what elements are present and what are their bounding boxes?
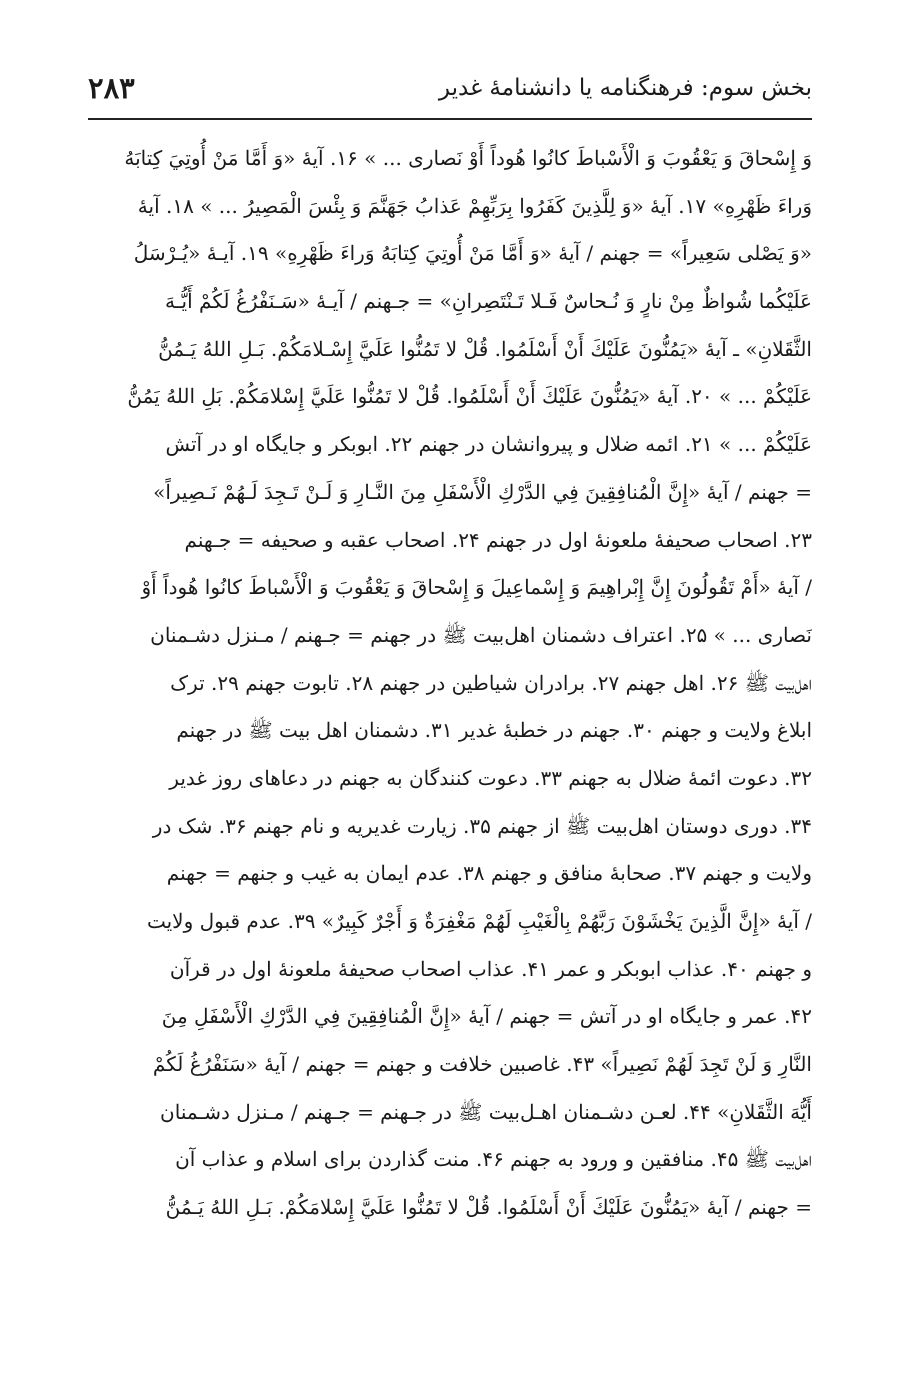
page-number: ۲۸۳	[88, 71, 135, 105]
text-line: / آیهٔ «إِنَّ الَّذِينَ يَخْشَوْنَ رَبَّهُمْ بِالْغَيْبِ لَهُمْ مَغْفِرَةٌ وَ أَجْرٌ كَبِيرٌ» ۳۹. عدم قبول ولایت	[146, 909, 812, 933]
page-header	[88, 62, 812, 114]
text-line: الثَّقَلانِ» ـ آیهٔ «يَمُنُّونَ عَلَيْكَ أَنْ أَسْلَمُوا. قُلْ لا تَمُنُّوا عَلَيَّ إِسْـلامَكُمْ. بَـلِ اللهُ يَـمُنُّ	[158, 336, 812, 361]
text-line: اهل‌بیت ﷺ ۴۵. منافقین و ورود به جهنم ۴۶. منت گذاردن برای اسلام و عذاب آن	[175, 1147, 812, 1172]
text-line: ۳۲. دعوت ائمهٔ ضلال به جهنم ۳۳. دعوت کنندگان به جهنم در دعاهای روز غدیر	[169, 765, 812, 790]
text-line: أَيُّهَ الثَّقَلانِ» ۴۴. لعـن دشـمنان اهـل‌بیت ﷺ در جـهنم = جـهنم / مـنزل دشـمنان	[160, 1099, 812, 1124]
text-line: = جهنم / آیهٔ «يَمُنُّونَ عَلَيْكَ أَنْ أَسْلَمُوا. قُلْ لا تَمُنُّوا عَلَيَّ إِسْلامَكُمْ. بَـلِ اللهُ يَـمُنُّ	[165, 1195, 812, 1220]
text-line: عَلَيْكُما شُواظٌ مِنْ نارٍ وَ نُـحاسٌ فَـلا تَـنْتَصِرانِ» = جـهنم / آیـهٔ «سَـنَفْرُغُ لَكُمْ أَيُّـهَ	[164, 289, 812, 314]
text-line: عَلَيْكُمْ ... » ۲۰. آیهٔ «يَمُنُّونَ عَلَيْكَ أَنْ أَسْلَمُوا. قُلْ لا تَمُنُّوا عَلَيَّ إِسْلامَكُمْ. بَلِ اللهُ يَمُنُّ	[127, 384, 812, 409]
text-line: وَ إِسْحاقَ وَ يَعْقُوبَ وَ الْأَسْباطَ كانُوا هُوداً أَوْ نَصارى ... » ۱۶. آیهٔ «وَ أَمَّا مَنْ أُوتِيَ كِتابَهُ	[124, 146, 812, 170]
text-line: عَلَيْكُمْ ... » ۲۱. ائمه ضلال و پیروانشان در جهنم ۲۲. ابوبکر و جایگاه او در آتش	[165, 432, 812, 457]
text-line: النَّارِ وَ لَنْ تَجِدَ لَهُمْ نَصِيراً» ۴۳. غاصبین خلافت و جهنم = جهنم / آیهٔ «سَنَفْرُغُ لَكُمْ	[152, 1052, 812, 1077]
text-line: وَراءَ ظَهْرِهِ» ۱۷. آیهٔ «وَ لِلَّذِينَ كَفَرُوا بِرَبِّهِمْ عَذابُ جَهَنَّمَ وَ بِئْسَ الْمَصِيرُ ... » ۱۸. آیهٔ	[137, 193, 812, 218]
text-line: ۳۴. دوری دوستان اهل‌بیت ﷺ از جهنم ۳۵. زیارت غدیریه و نام جهنم ۳۶. شک در	[152, 813, 812, 838]
header-rule	[88, 118, 812, 120]
text-line: ۴۲. عمر و جایگاه او در آتش = جهنم / آیهٔ «إِنَّ الْمُنافِقِينَ فِي الدَّرْكِ الْأَسْفَلِ مِنَ	[161, 1004, 812, 1029]
text-line: «وَ يَصْلى سَعِيراً» = جهنم / آیهٔ «وَ أَمَّا مَنْ أُوتِيَ كِتابَهُ وَراءَ ظَهْرِهِ» ۱۹. آیـهٔ «يُـرْسَلُ	[133, 241, 812, 266]
text-line: = جهنم / آیهٔ «إِنَّ الْمُنافِقِينَ فِي الدَّرْكِ الْأَسْفَلِ مِنَ النَّـارِ وَ لَـنْ تَـجِدَ لَـهُمْ نَـصِيراً»	[153, 479, 812, 504]
text-line: / آیهٔ «أَمْ تَقُولُونَ إِنَّ إِبْراهِيمَ وَ إِسْماعِيلَ وَ إِسْحاقَ وَ يَعْقُوبَ وَ الْأَسْباطَ كانُوا هُوداً أَوْ	[141, 575, 812, 600]
text-line: ۲۳. اصحاب صحیفهٔ ملعونهٔ اول در جهنم ۲۴. اصحاب عقبه و صحیفه = جـهنم	[184, 527, 812, 552]
text-line: اهل‌بیت ﷺ ۲۶. اهل جهنم ۲۷. برادران شیاطین در جهنم ۲۸. تابوت جهنم ۲۹. ترک	[170, 670, 812, 695]
body-text	[88, 135, 812, 1232]
running-title: بخش سوم: فرهنگنامه یا دانشنامهٔ غدیر	[438, 75, 812, 101]
text-line: ولایت و جهنم ۳۷. صحابهٔ منافق و جهنم ۳۸. عدم ایمان به غیب و جنهم = جهنم	[166, 861, 812, 886]
text-line: ابلاغ ولایت و جهنم ۳۰. جهنم در خطبهٔ غدیر ۳۱. دشمنان اهل بیت ﷺ در جهنم	[176, 718, 812, 743]
text-line: و جهنم ۴۰. عذاب ابوبکر و عمر ۴۱. عذاب اصحاب صحیفهٔ ملعونهٔ اول در قرآن	[169, 956, 812, 981]
text-line: نَصارى ... » ۲۵. اعتراف دشمنان اهل‌بیت ﷺ در جهنم = جـهنم / مـنزل دشـمنان	[150, 622, 812, 647]
